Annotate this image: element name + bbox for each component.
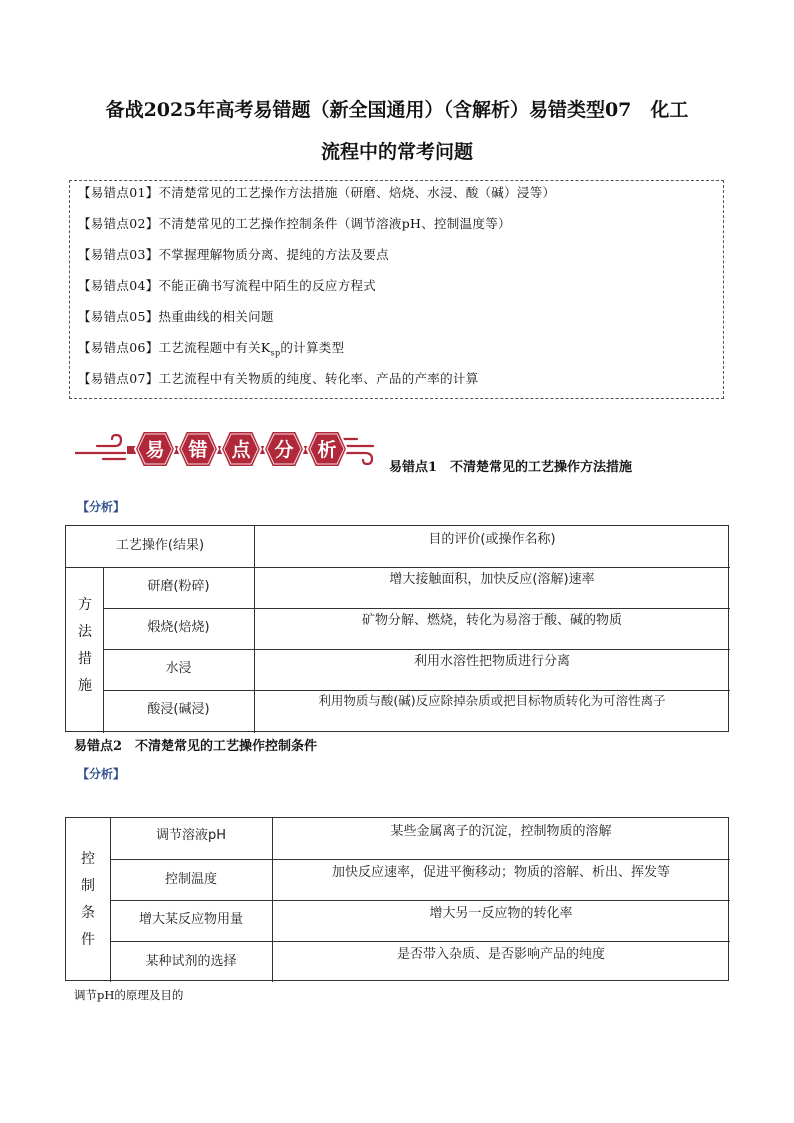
table-cell-operation: 控制温度 <box>164 872 217 887</box>
banner-character: 错 <box>188 439 208 461</box>
table-cell-operation: 研磨(粉碎) <box>147 579 210 594</box>
toc-item-suffix: 的计算类型 <box>280 340 345 355</box>
table-cell-operation: 煅烧(焙烧) <box>147 620 210 635</box>
table-cell-purpose: 利用物质与酸(碱)反应除掉杂质或把目标物质转化为可溶性离子 <box>318 693 666 708</box>
table-cell-operation: 增大某反应物用量 <box>138 912 243 927</box>
page-title-line-2: 流程中的常考问题 <box>320 141 473 163</box>
toc-item[interactable] <box>78 338 344 358</box>
table-cell-purpose: 增大另一反应物的转化率 <box>429 906 573 921</box>
toc-item[interactable]: 【易错点02】不清楚常见的工艺操作控制条件（调节溶液pH、控制温度等） <box>78 216 511 231</box>
table-cell-purpose: 增大接触面积，加快反应(溶解)速率 <box>389 572 595 587</box>
toc-item[interactable]: 【易错点07】工艺流程中有关物质的纯度、转化率、产品的产率的计算 <box>78 371 479 386</box>
left-swirl-icon <box>75 435 125 459</box>
table-header-operation: 工艺操作(结果) <box>115 538 205 553</box>
banner-character: 点 <box>231 439 251 461</box>
banner-character: 分 <box>274 439 294 461</box>
operations-table <box>65 525 729 732</box>
table-cell-operation: 水浸 <box>165 661 192 676</box>
table-cell-purpose: 利用水溶性把物质进行分离 <box>413 654 570 669</box>
table-header-purpose: 目的评价(或操作名称) <box>428 532 556 547</box>
banner-character: 析 <box>317 439 337 461</box>
ksp-subscript: sp <box>270 348 281 358</box>
group-label-method: 方 法 措 施 <box>78 597 92 694</box>
toc-item[interactable]: 【易错点05】热重曲线的相关问题 <box>78 309 274 324</box>
table-cell-purpose: 是否带入杂质、是否影响产品的纯度 <box>396 947 605 962</box>
analysis-banner <box>75 424 375 474</box>
table-cell-operation: 酸浸(碱浸) <box>147 702 210 717</box>
toc-item[interactable]: 【易错点03】不掌握理解物质分离、提纯的方法及要点 <box>78 247 389 262</box>
section-1-heading: 易错点1 不清楚常见的工艺操作方法措施 <box>389 460 633 475</box>
error-points-index-box <box>69 180 724 399</box>
table-cell-operation: 某种试剂的选择 <box>145 954 237 969</box>
section-2-analysis-label: 【分析】 <box>77 767 126 781</box>
table-cell-purpose: 加快反应速率，促进平衡移动；物质的溶解、析出、挥发等 <box>331 865 670 880</box>
toc-item[interactable]: 【易错点04】不能正确书写流程中陌生的反应方程式 <box>78 278 377 293</box>
ph-principle-caption: 调节pH的原理及目的 <box>74 988 184 1002</box>
page-title-line-1: 备战2025年高考易错题（新全国通用）（含解析）易错类型07 化工 <box>105 99 689 121</box>
table-cell-operation: 调节溶液pH <box>155 828 227 843</box>
group-label-control: 控 制 条 件 <box>81 851 95 948</box>
section-1-analysis-label: 【分析】 <box>77 500 126 514</box>
table-cell-purpose: 某些金属离子的沉淀，控制物质的溶解 <box>390 824 612 839</box>
toc-item[interactable]: 【易错点01】不清楚常见的工艺操作方法措施（研磨、焙烧、水浸、酸（碱）浸等） <box>78 185 556 200</box>
table-cell-purpose: 矿物分解、燃烧，转化为易溶于酸、碱的物质 <box>361 613 622 628</box>
toc-item-text: 【易错点06】工艺流程题中有关K <box>78 340 271 355</box>
section-2-heading: 易错点2 不清楚常见的工艺操作控制条件 <box>74 739 318 754</box>
control-conditions-table <box>65 817 729 981</box>
banner-character: 易 <box>145 439 165 461</box>
